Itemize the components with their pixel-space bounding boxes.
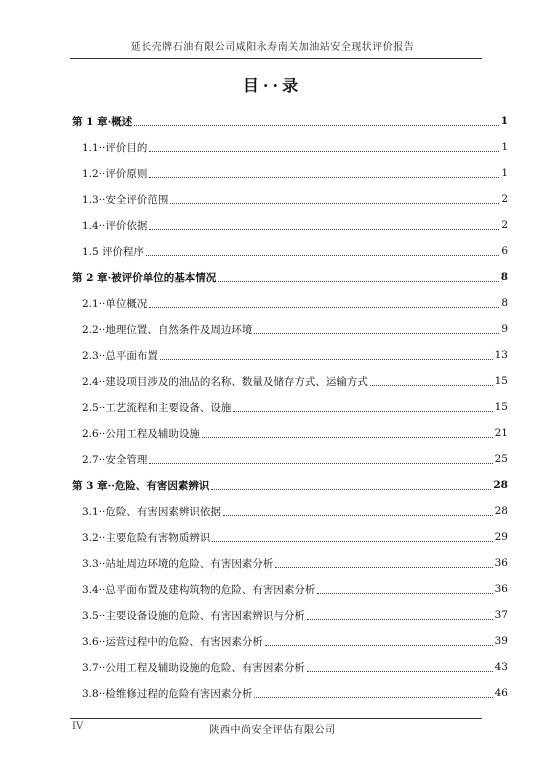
dot-leader [254,689,492,698]
toc-section-entry[interactable] [72,394,508,420]
dot-leader [149,221,499,230]
toc-entry-page: 39 [494,635,508,647]
toc-entry-page: 37 [494,609,508,621]
page-header: 延长壳牌石油有限公司咸阳永寿南关加油站安全现状评价报告 [130,42,415,53]
toc-entry-label: 2.6··公用工程及辅助设施 [82,427,200,440]
dot-leader [254,325,499,334]
toc-section-entry[interactable] [72,420,508,446]
toc-entry-page: 15 [494,375,508,387]
toc-entry-page: 25 [494,453,508,465]
toc-entry-page: 1 [501,167,508,179]
toc-entry-label: 1.2··评价原则 [82,167,148,180]
toc-entry-label: 3.1··危险、有害因素辨识依据 [82,505,221,518]
toc-section-entry[interactable] [72,628,508,654]
toc-entry-page: 9 [501,323,508,335]
dot-leader [307,663,493,672]
toc-entry-label: 3.3··站址周边环境的危险、有害因素分析 [82,557,274,570]
toc-entry-label: 3.2··主要危险有害物质辨识 [82,531,211,544]
dot-leader [170,195,499,204]
dot-leader [134,117,498,126]
dot-leader [317,585,492,594]
toc-title: 目··录 [242,76,303,95]
toc-entry-page: 2 [501,193,508,205]
toc-section-entry[interactable] [72,446,508,472]
toc-chapter-entry[interactable] [72,472,508,498]
dot-leader [149,143,499,152]
toc-entry-page: 6 [501,245,508,257]
table-of-contents [72,108,508,706]
dot-leader [265,637,493,646]
toc-entry-label: 第 2 章·被评价单位的基本情况 [72,271,217,284]
toc-entry-page: 28 [494,505,508,517]
toc-entry-page: 2 [501,219,508,231]
toc-section-entry[interactable] [72,368,508,394]
toc-section-entry[interactable] [72,576,508,602]
dot-leader [223,507,493,516]
toc-entry-label: 2.4··建设项目涉及的油品的名称、数量及储存方式、运输方式 [82,375,368,388]
toc-entry-label: 3.8··检维修过程的危险有害因素分析 [82,687,253,700]
toc-section-entry[interactable] [72,186,508,212]
toc-entry-label: 1.4··评价依据 [82,219,148,232]
toc-entry-label: 1.5 评价程序 [82,245,145,258]
toc-section-entry[interactable] [72,524,508,550]
toc-section-entry[interactable] [72,290,508,316]
dot-leader [202,429,493,438]
dot-leader [233,403,492,412]
toc-entry-page: 46 [494,687,508,699]
footer-page-number: IV [72,721,84,732]
dot-leader [149,169,499,178]
toc-entry-label: 3.7··公用工程及辅助设施的危险、有害因素分析 [82,661,305,674]
toc-entry-label: 2.5··工艺流程和主要设备、设施 [82,401,232,414]
dot-leader [370,377,493,386]
toc-entry-page: 36 [494,583,508,595]
toc-entry-label: 第 3 章··危险、有害因素辨识 [72,479,210,492]
toc-entry-label: 1.3··安全评价范围 [82,193,169,206]
toc-entry-label: 2.7··安全管理 [82,453,148,466]
toc-entry-page: 1 [501,141,508,153]
toc-chapter-entry[interactable] [72,264,508,290]
toc-entry-page: 43 [494,661,508,673]
toc-entry-page: 36 [494,557,508,569]
toc-entry-label: 2.1··单位概况 [82,297,148,310]
header-rule [70,58,482,59]
toc-section-entry[interactable] [72,550,508,576]
toc-entry-page: 8 [501,297,508,309]
toc-entry-label: 第 1 章·概述 [72,115,133,128]
toc-entry-label: 3.6··运营过程中的危险、有害因素分析 [82,635,263,648]
dot-leader [211,481,491,490]
dot-leader [212,533,492,542]
toc-section-entry[interactable] [72,680,508,706]
toc-section-entry[interactable] [72,498,508,524]
toc-entry-page: 28 [493,479,508,491]
dot-leader [149,299,499,308]
footer-rule [70,718,482,719]
toc-entry-label: 3.4··总平面布置及建构筑物的危险、有害因素分析 [82,583,316,596]
dot-leader [218,273,498,282]
toc-entry-label: 2.2··地理位置、自然条件及周边环境 [82,323,253,336]
dot-leader [275,559,492,568]
toc-entry-page: 29 [494,531,508,543]
toc-entry-page: 13 [494,349,508,361]
toc-section-entry[interactable] [72,602,508,628]
page-footer: 陕西中尚安全评估有限公司 [209,725,336,736]
toc-entry-page: 15 [494,401,508,413]
toc-entry-page: 1 [500,115,508,127]
toc-chapter-entry[interactable] [72,108,508,134]
toc-section-entry[interactable] [72,212,508,238]
dot-leader [146,247,499,256]
dot-leader [149,455,492,464]
toc-section-entry[interactable] [72,316,508,342]
toc-entry-label: 1.1··评价目的 [82,141,148,154]
dot-leader [307,611,493,620]
toc-entry-label: 3.5··主要设备设施的危险、有害因素辨识与分析 [82,609,305,622]
toc-entry-page: 8 [500,271,508,283]
toc-entry-label: 2.3··总平面布置 [82,349,158,362]
toc-section-entry[interactable] [72,342,508,368]
toc-section-entry[interactable] [72,160,508,186]
toc-section-entry[interactable] [72,654,508,680]
toc-section-entry[interactable] [72,134,508,160]
dot-leader [160,351,493,360]
toc-entry-page: 21 [494,427,508,439]
toc-section-entry[interactable] [72,238,508,264]
